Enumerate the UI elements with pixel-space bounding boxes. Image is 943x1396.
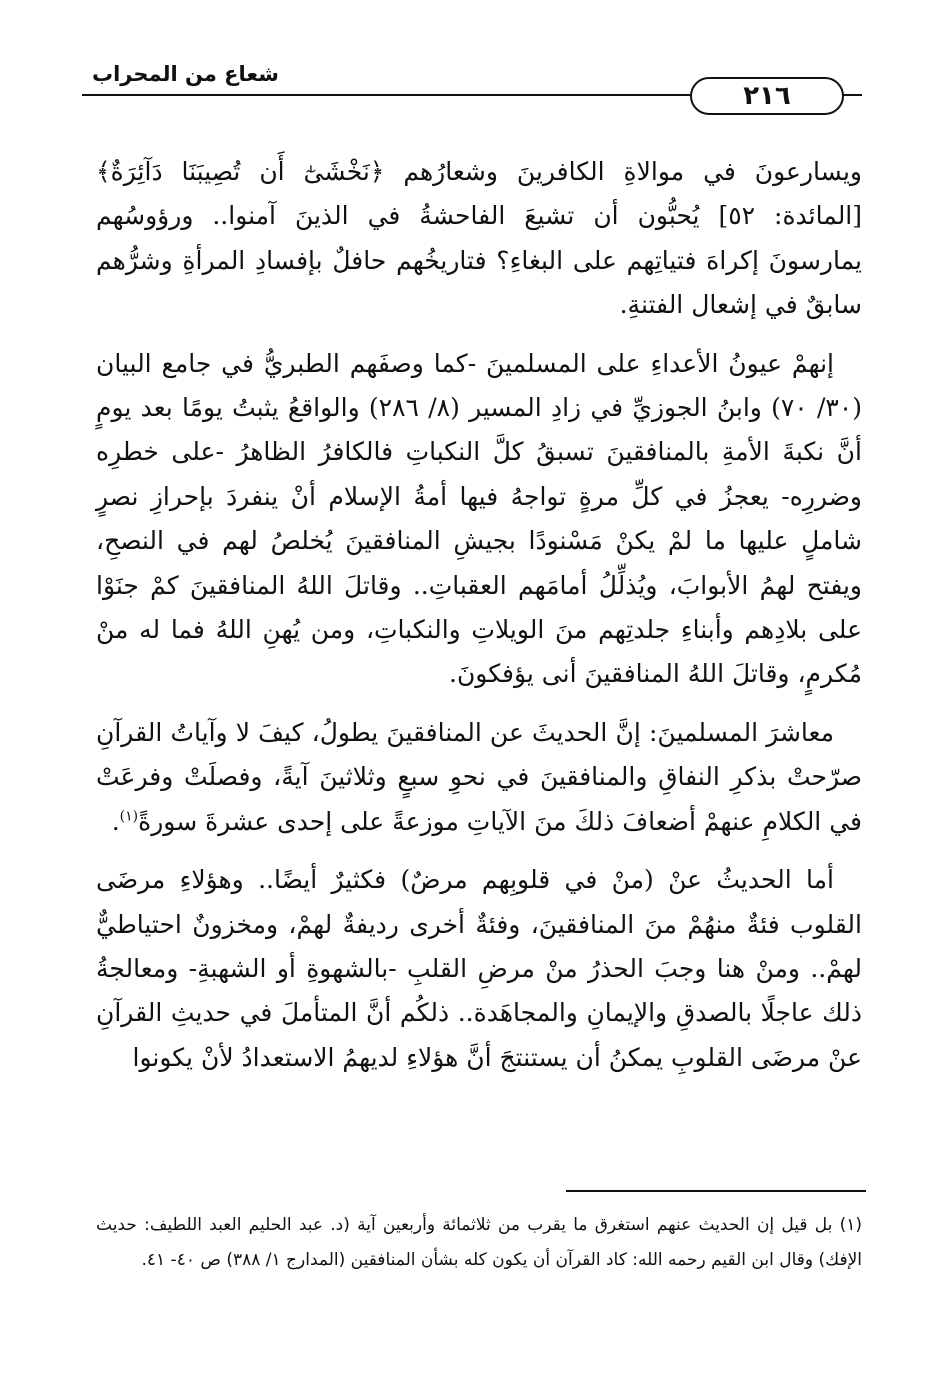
footnote bbox=[96, 1208, 862, 1278]
paragraph-4: أما الحديثُ عنْ (منْ في قلوبِهم مرضٌ) فكثيرٌ أيضًا.. وهؤلاءِ مرضَى القلوب فئةٌ منهُمْ منَ المنافقينَ، وفئةٌ أخرى رديفةٌ لهمْ، ومخزونٌ احتياطيٌّ لهمْ.. ومنْ هنا وجبَ الحذرُ منْ مرضِ القلبِ -بالشهوةِ أو الشهبةِ- ومعالجةُ ذلك عاجلًا بالصدقِ والإيمانِ والمجاهَدة.. ذلكُم أنَّ المتأملَ في حديثِ القرآنِ عنْ مرضَى القلوبِ يمكنُ أن يستنتجَ أنَّ هؤلاءِ لديهمُ الاستعدادُ لأنْ يكونوا bbox=[96, 865, 862, 1072]
running-title: شعاع من المحراب bbox=[92, 62, 279, 86]
footnote-marker: (١) bbox=[119, 808, 139, 825]
footnote-text: (١) بل قيل إن الحديث عنهم استغرق ما يقرب من ثلاثمائة وأربعين آية (د. عبد الحليم العبد اللطيف: حديث الإفك) وقال ابن القيم رحمه الله: كاد القرآن أن يكون كله بشأن المنافقين (المدارج ١/ ٣٨٨) ص ٤٠- ٤١. bbox=[96, 1215, 862, 1270]
paragraph-3-text: معاشرَ المسلمينَ: إنَّ الحديثَ عن المنافقينَ يطولُ، كيفَ لا وآياتُ القرآنِ صرّحتْ بذكرِ النفاقِ والمنافقينَ في نحوِ سبعٍ وثلاثينَ آيةً، وفصلَتْ وفرعَتْ في الكلامِ عنهمْ أضعافَ ذلكَ منَ الآياتِ موزعةً على إحدى عشرةَ سورةً bbox=[96, 717, 862, 836]
paragraph-1: ويسارعونَ في موالاةِ الكافرينَ وشعارُهم ﴿نَخْشَىٰٓ أَن تُصِيبَنَا دَآئِرَةٌ﴾ [المائدة: ٥٢] يُحبُّون أن تشيعَ الفاحشةُ في الذينَ آمنوا.. ورؤوسُهم يمارسونَ إكراهَ فتياتِهم على البغاءِ؟ فتاريخُهم حافلٌ بإفسادِ المرأةِ وشرُّهم سابقٌ في إشعال الفتنةِ. bbox=[96, 157, 863, 320]
page-number: ٢١٦ bbox=[690, 77, 844, 115]
body-text bbox=[96, 150, 862, 1094]
paragraph-2: إنهمْ عيونُ الأعداءِ على المسلمينَ -كما وصفَهم الطبريُّ في جامع البيان (٣٠/ ٧٠) وابنُ الجوزيِّ في زادِ المسير (٨/ ٢٨٦) والواقعُ يثبتُ يومًا بعد يومٍ أنَّ نكبةَ الأمةِ بالمنافقينَ تسبقُ كلَّ النكباتِ فالكافرُ الظاهرُ -على خطرِه وضررِه- يعجزُ في كلِّ مرةٍ تواجهُ فيها أمةُ الإسلام أنْ ينفردَ بإحرازِ نصرٍ شاملٍ عليها ما لمْ يكنْ مَسْنودًا بجيشِ المنافقينَ يُخلصُ لهم في النصحِ، ويفتح لهمُ الأبوابَ، ويُذلِّلُ أمامَهم العقباتِ.. وقاتلَ اللهُ المنافقينَ كمْ جنَوْا على بلادِهم وأبناءِ جلدتِهم منَ الويلاتِ والنكباتِ، ومن يُهنِ اللهُ فما له منْ مُكرمٍ، وقاتلَ اللهُ المنافقينَ أنى يؤفكونَ. bbox=[96, 348, 863, 689]
page-header bbox=[82, 62, 862, 110]
paragraph-3: معاشرَ المسلمينَ: إنَّ الحديثَ عن المنافقينَ يطولُ، كيفَ لا وآياتُ القرآنِ صرّحتْ بذكرِ النفاقِ والمنافقينَ في نحوِ سبعٍ وثلاثينَ آيةً، وفصلَتْ وفرعَتْ في الكلامِ عنهمْ أضعافَ ذلكَ منَ الآياتِ موزعةً على إحدى عشرةَ سورةً$^{(١)}$. bbox=[96, 717, 862, 836]
footnote-separator bbox=[566, 1190, 866, 1192]
